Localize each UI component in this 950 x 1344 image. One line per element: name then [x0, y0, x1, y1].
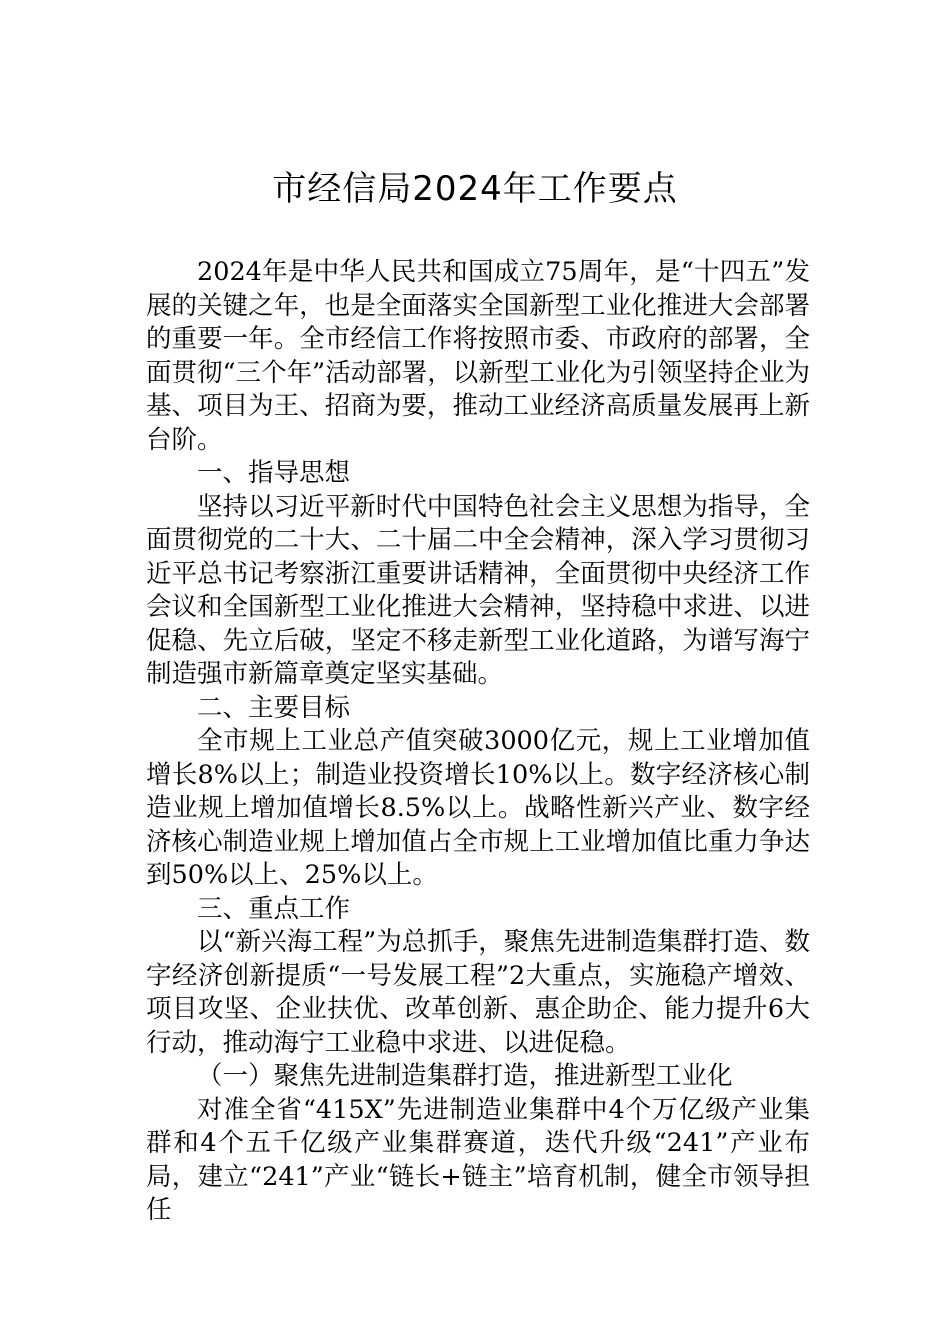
manufacturing-clusters-paragraph: 对准全省“415X”先进制造业集群中4个万亿级产业集群和4个五千亿级产业集群赛道，迭代升级“241”产业布局，建立“241”产业“链长+链主”培育机制，健全市领导担任: [146, 1094, 810, 1225]
section-heading-main-goals: 二、主要目标: [197, 692, 351, 723]
guiding-ideology-paragraph: 坚持以习近平新时代中国特色社会主义思想为指导，全面贯彻党的二十大、二十届二中全会精神，深入学习贯彻习近平总书记考察浙江重要讲话精神，全面贯彻中央经济工作会议和全国新型工业化推进大会精神，坚持稳中求进、以进促稳、先立后破，坚定不移走新型工业化道路，为谱写海宁制造强市新篇章奠定坚实基础。: [146, 491, 810, 689]
intro-paragraph: 2024年是中华人民共和国成立75周年，是“十四五”发展的关键之年，也是全面落实全国新型工业化推进大会部署的重要一年。全市经信工作将按照市委、市政府的部署，全面贯彻“三个年”活动部署，以新型工业化为引领坚持企业为基、项目为王、招商为要，推动工业经济高质量发展再上新台阶。: [146, 257, 810, 455]
subsection-heading-manufacturing-clusters: （一）聚焦先进制造集群打造，推进新型工业化: [197, 1061, 733, 1091]
key-work-paragraph: 以“新兴海工程”为总抓手，聚焦先进制造集群打造、数字经济创新提质“一号发展工程”2大重点，实施稳产增效、项目攻坚、企业扶优、改革创新、惠企助企、能力提升6大行动，推动海宁工业稳中求进、以进促稳。: [146, 927, 810, 1058]
document-title: 市经信局2024年工作要点: [272, 169, 678, 209]
document-body: [146, 256, 810, 1228]
section-heading-guiding-ideology: 一、指导思想: [197, 458, 351, 488]
section-heading-key-work: 三、重点工作: [197, 893, 351, 924]
main-goals-paragraph: 全市规上工业总产值突破3000亿元，规上工业增加值增长8%以上；制造业投资增长10%以上。数字经济核心制造业规上增加值增长8.5%以上。战略性新兴产业、数字经济核心制造业规上增加值占全市规上工业增加值比重力争达到50%以上、25%以上。: [146, 726, 810, 890]
